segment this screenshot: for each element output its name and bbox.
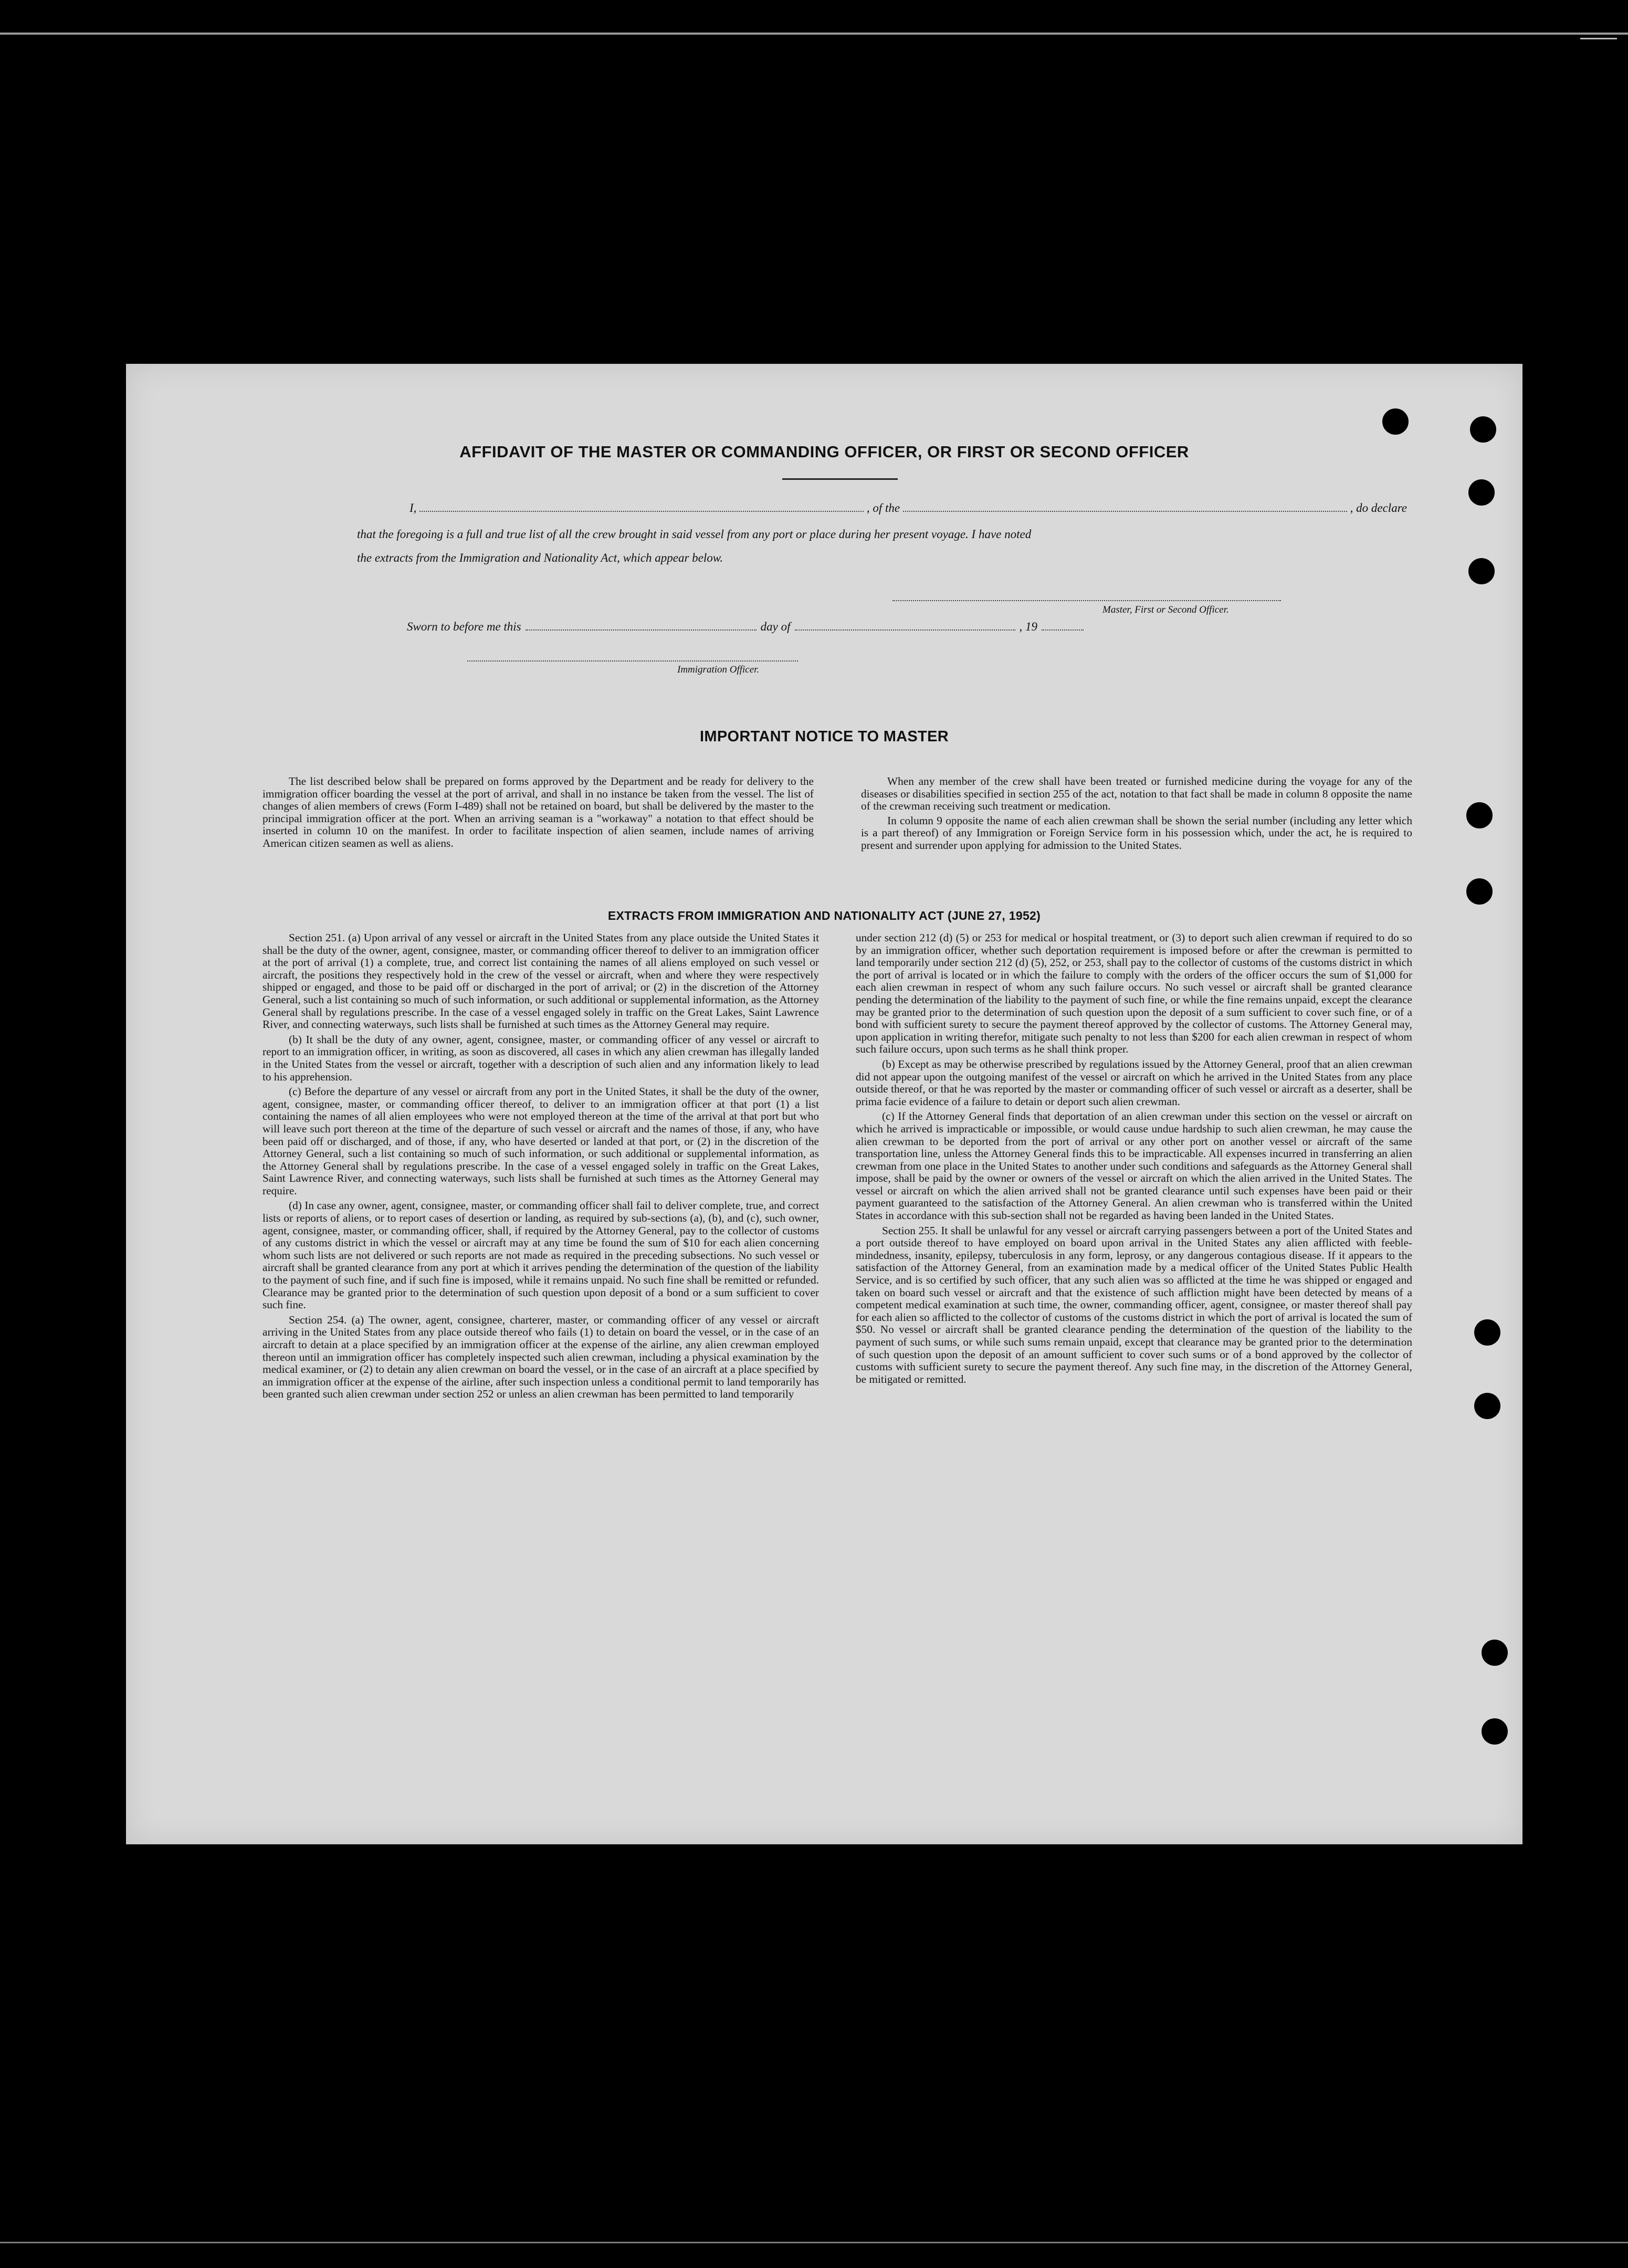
- declaration-text-1: that the foregoing is a full and true list of all the crew brought in said vessel from any port or place during her present voyage. I have noted: [357, 528, 1032, 541]
- section-251a: Section 251. (a) Upon arrival of any vessel or aircraft in the United States from any place outside the United States it shall be the duty of the owner, agent, consignee, master, or commanding officer thereof to deliver to an immigration officer at the port of arrival (1) a complete, true, and correct list containing the names of all aliens employed on such vessel or aircraft, the positions they respectively hold in the crew of the vessel or aircraft, when and where they were respectively shipped or engaged, and those to be paid off or discharged in the port of arrival; or (2) in the discretion of the Attorney General, such a list containing so much of such information, or such additional or supplemental information, as the Attorney General shall by regulations prescribe. In the case of a vessel engaged solely in traffic on the Great Lakes, Saint Lawrence River, and connecting waterways, such lists shall be furnished at such times as the Attorney General may require.: [262, 931, 819, 1031]
- section-255: Section 255. It shall be unlawful for any vessel or aircraft carrying passengers between a port of the United States and a port outside thereof to have employed on board upon arrival in the United States any alien afflicted with feeble-mindedness, insanity, epilepsy, tuberculosis in any form, leprosy, or any dangerous contagious disease. If it appears to the satisfaction of the Attorney General, from an examination made by a medical officer of the United States Public Health Service, and is so certified by such officer, that any such alien was so afflicted at the time he was shipped or engaged and taken on board such vessel or aircraft and that the existence of such affliction might have been detected by means of a competent medical examination at such time, the owner, commanding officer, agent, consignee, or master thereof shall pay for each alien so afflicted to the collector of customs of the customs district in which the port of arrival is located the sum of $50. No vessel or aircraft shall be granted clearance pending the determination of the question of the liability to the payment of such sums, or while such sums remain unpaid, except that clearance may be granted prior to the determination of such question upon the deposit of an amount sufficient to cover such sums or of a bond approved by the collector of customs with sufficient surety to secure the payment thereof. Any such fine may, in the discretion of the Attorney General, be mitigated or remitted.: [856, 1224, 1412, 1385]
- section-251d: (d) In case any owner, agent, consignee, master, or commanding officer shall fail to deliver complete, true, and correct lists or reports of aliens, or to report cases of desertion or landing, as required by sub-sections (a), (b), and (c), such owner, agent, consignee, master, or commanding officer, shall, if required by the Attorney General, pay to the collector of customs of any customs district in which the vessel or aircraft may at any time be found the sum of $10 for each alien concerning whom such lists are not delivered or such reports are not made as required in the preceding subsections. No such vessel or aircraft shall be granted clearance from any port at which it arrives pending the determination of the question of the liability to the payment of such fine, and if such fine is imposed, while it remains unpaid. No such fine shall be remitted or refunded. Clearance may be granted prior to the determination of such question upon deposit of a bond or a sum sufficient to cover such fine.: [262, 1199, 819, 1311]
- affidavit-title: AFFIDAVIT OF THE MASTER OR COMMANDING OFFICER, OR FIRST OR SECOND OFFICER: [459, 443, 1189, 461]
- punch-hole: [1482, 1718, 1508, 1745]
- film-edge-mark: [1580, 38, 1617, 39]
- extracts-title: EXTRACTS FROM IMMIGRATION AND NATIONALITY ACT (JUNE 27, 1952): [607, 909, 1041, 922]
- master-signature-line: [892, 600, 1281, 601]
- section-254a-continued: under section 212 (d) (5) or 253 for medical or hospital treatment, or (3) to deport such alien crewman if required to do so by an immigration officer, whether such deportation requirement is imposed before or after the crewman is permitted to land temporarily under section 212 (d) (5), 252, or 253, shall pay to the collector of customs of the customs district in which the port of arrival is located or in which the failure to comply with the orders of the officer occurs the sum of $1,000 for each alien crewman in respect of whom any such failure occurs. No such vessel or aircraft shall be granted clearance pending the determination of the liability to the payment of such fine, or while the fine remains unpaid, except the clearance may be granted prior to the determination of such question upon the deposit of a sum sufficient to cover such fine, or of a bond with sufficient surety to secure the payment thereof approved by the collector of customs. The Attorney General may, upon application in writing therefor, mitigate such penalty to not less than $200 for each alien crewman in respect of whom such failure occurs, upon such terms as he shall think proper.: [856, 931, 1412, 1056]
- punch-hole: [1474, 1319, 1500, 1346]
- title-rule: [782, 478, 898, 480]
- decl-do-declare-label: , do declare: [1350, 501, 1408, 514]
- section-251b: (b) It shall be the duty of any owner, agent, consignee, master, or commanding officer of any vessel or aircraft to report to an immigration officer, in writing, as soon as discovered, all cases in which any alien crewman has illegally landed in the United States from the vessel or aircraft, together with a description of such alien and any information likely to lead to his apprehension.: [262, 1033, 819, 1083]
- section-254a: Section 254. (a) The owner, agent, consignee, charterer, master, or commanding officer of any vessel or aircraft arriving in the United States from any place outside thereof who fails (1) to detain on board the vessel, or in the case of an aircraft to detain at a place specified by an immigration officer at the expense of the airline, any alien crewman employed thereon until an immigration officer has completely inspected such alien crewman, including a physical examination by the medical examiner, or (2) to detain any alien crewman on board the vessel, or in the case of an aircraft at a place specified by an immigration officer at the expense of the airline, after such inspection unless a conditional permit to land temporarily has been granted such alien crewman under section 252 or unless an alien crewman has been permitted to land temporarily: [262, 1313, 819, 1401]
- sworn-line: [407, 620, 1205, 634]
- day-of-label: day of: [760, 620, 791, 633]
- punch-hole: [1482, 1640, 1508, 1666]
- day-blank: [526, 628, 757, 631]
- master-signature-label: Master, First or Second Officer.: [1102, 604, 1229, 615]
- punch-hole: [1466, 802, 1493, 828]
- notice-paragraph: In column 9 opposite the name of each alien crewman shall be shown the serial number (including any letter which is a part thereof) of any Immigration or Foreign Service form in his possession which, under the act, he is required to present and surrender upon applying for admission to the United States.: [861, 814, 1412, 852]
- vessel-blank: [903, 510, 1347, 512]
- extracts-right-column: [856, 932, 1412, 1385]
- notice-paragraph: When any member of the crew shall have been treated or furnished medicine during the voyage for any of the diseases or disabilities specified in section 255 of the act, notation to that fact shall be made in column 8 opposite the name of the crewman receiving such treatment or medication.: [861, 775, 1412, 813]
- year-blank: [1042, 628, 1084, 631]
- film-edge-line-top: [0, 33, 1628, 35]
- extracts-left-column: [262, 932, 819, 1401]
- notice-right-column: [861, 775, 1412, 852]
- name-blank: [419, 510, 863, 512]
- notice-paragraph: The list described below shall be prepared on forms approved by the Department and be ready for delivery to the immigration officer boarding the vessel at the port of arrival, and shall in no instance be taken from the vessel. The list of changes of alien members of crews (Form I-489) shall not be retained on board, but shall be delivered by the master to the principal immigration officer at the port. When an arriving seaman is a "workaway" a notation to that effect should be inserted in column 10 on the manifest. In order to facilitate inspection of alien seamen, include names of arriving American citizen seamen as well as aliens.: [262, 775, 814, 849]
- film-edge-line-bottom: [0, 2242, 1628, 2243]
- notice-left-column: [262, 775, 814, 850]
- punch-hole: [1382, 408, 1409, 435]
- decl-of-the-label: , of the: [866, 501, 900, 514]
- section-251c: (c) Before the departure of any vessel or aircraft from any port in the United States, it shall be the duty of the owner, agent, consignee, master, or commanding officer thereof, to deliver to an immigration officer at that port (1) a list containing the names of all alien employees who were not employed thereon at the time of the arrival at that port but who will leave such port thereon at the time of the departure of such vessel or aircraft and the names of those, if any, who have been paid off or discharged, and of those, if any, who have deserted or landed at that port, or (2) in the discretion of the Attorney General, such a list containing so much of such information, or such additional or supplemental information, as the Attorney General shall by regulations prescribe. In the case of a vessel engaged solely in traffic on the Great Lakes, Saint Lawrence River, and connecting waterways, such lists shall be furnished at such times as the Attorney General may require.: [262, 1085, 819, 1197]
- section-254b: (b) Except as may be otherwise prescribed by regulations issued by the Attorney General, proof that an alien crewman did not appear upon the outgoing manifest of the vessel or aircraft on which he arrived in the United States from any place outside thereof, or that he was reported by the master or commanding officer of such vessel or aircraft as a deserter, shall be prima facie evidence of a failure to detain or deport such alien crewman.: [856, 1057, 1412, 1108]
- punch-hole: [1466, 878, 1493, 905]
- punch-hole: [1468, 479, 1495, 506]
- year-label: , 19: [1019, 620, 1037, 633]
- section-254c: (c) If the Attorney General finds that deportation of an alien crewman under this section on the vessel or aircraft on which he arrived is impracticable or impossible, or would cause undue hardship to such alien crewman, he may cause the alien crewman to be deported from the port of arrival or any other port on another vessel or aircraft of the same transportation line, unless the Attorney General finds this to be impracticable. All expenses incurred in transferring an alien crewman from one place in the United States to another under such conditions and safeguards as the Attorney General shall impose, shall be paid by the owner or owners of the vessel or aircraft on which the alien arrived in the United States. The vessel or aircraft on which the alien arrived shall not be granted clearance until such expenses have been paid or their payment guaranteed to the satisfaction of the Attorney General. An alien crewman who is transferred within the United States in accordance with this sub-section shall not be regarded as having been landed in the United States.: [856, 1110, 1412, 1222]
- declaration-line: [409, 501, 1407, 515]
- notice-title: IMPORTANT NOTICE TO MASTER: [700, 728, 949, 745]
- sworn-label: Sworn to before me this: [407, 620, 521, 633]
- month-blank: [795, 628, 1015, 631]
- punch-hole: [1470, 416, 1496, 443]
- immigration-officer-label: Immigration Officer.: [677, 664, 760, 675]
- punch-hole: [1468, 558, 1495, 584]
- punch-hole: [1474, 1393, 1500, 1419]
- decl-i-label: I,: [409, 501, 417, 514]
- declaration-text-2: the extracts from the Immigration and Nationality Act, which appear below.: [357, 551, 723, 564]
- immigration-officer-line: [467, 660, 798, 662]
- document-sheet: [126, 364, 1522, 1844]
